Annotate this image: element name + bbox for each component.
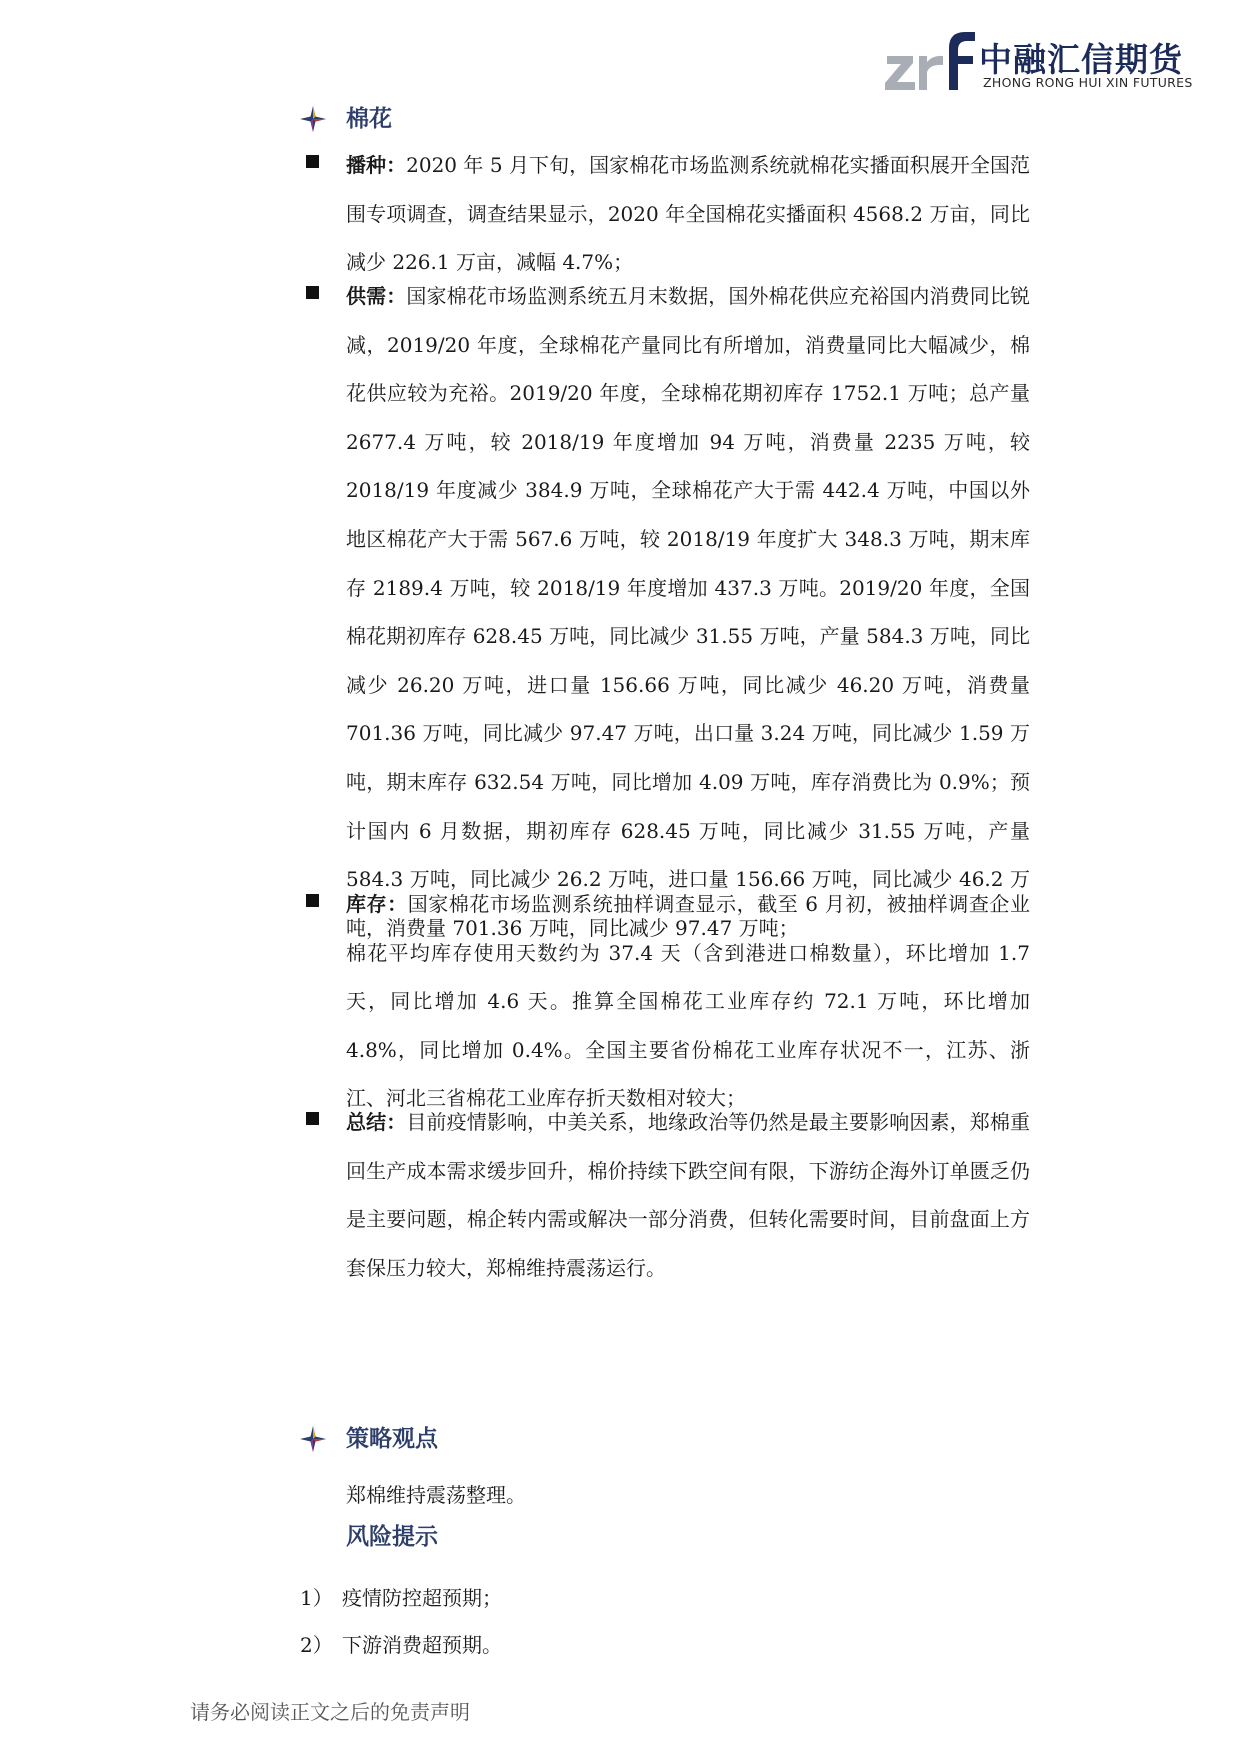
company-name-en: ZHONG RONG HUI XIN FUTURES bbox=[983, 75, 1193, 90]
square-bullet-icon bbox=[306, 894, 319, 907]
square-bullet-icon bbox=[306, 1112, 319, 1125]
risk-text: 下游消费超预期。 bbox=[342, 1633, 502, 1657]
bullet-label: 播种： bbox=[346, 153, 407, 177]
bullet-body bbox=[346, 1098, 1030, 1292]
compass-star-icon bbox=[300, 1426, 326, 1452]
risk-item bbox=[300, 1582, 502, 1611]
strategy-text: 郑棉维持震荡整理。 bbox=[346, 1483, 526, 1507]
zrf-logo-icon bbox=[883, 26, 979, 96]
bullet-body bbox=[346, 141, 1030, 287]
bullet-body bbox=[346, 272, 1030, 952]
square-bullet-icon bbox=[306, 155, 319, 168]
risk-text: 疫情防控超预期； bbox=[342, 1586, 502, 1610]
risk-item bbox=[300, 1629, 502, 1658]
section-title: 策略观点 bbox=[346, 1426, 438, 1452]
risk-title: 风险提示 bbox=[346, 1524, 438, 1550]
risk-number: 1） bbox=[300, 1586, 333, 1610]
bullet-text: 国家棉花市场监测系统五月末数据，国外棉花供应充裕国内消费同比锐减，2019/20 年度，全球棉花产量同比有所增加，消费量同比大幅减少，棉花供应较为充裕。2019/20 年度，全球棉花期初库存 1752.1 万吨；总产量 2677.4 万吨，较 2018/19 年度增加 94 万吨，消费量 2235 万吨，较 2018/19 年度减少 384.9 万吨，全球棉花产大于需 442.4 万吨，中国以外地区棉花产大于需 567.6 万吨，较 2018/19 年度扩大 348.3 万吨，期末库存 2189.4 万吨，较 2018/19 年度增加 437.3 万吨。2019/20 年度，全国棉花期初库存 628.45 万吨，同比减少 31.55 万吨，产量 584.3 万吨，同比减少 26.20 万吨，进口量 156.66 万吨，同比减少 46.20 万吨，消费量 701.36 万吨，同比减少 97.47 万吨，出口量 3.24 万吨，同比减少 1.59 万吨，期末库存 632.54 万吨，同比增加 4.09 万吨，库存消费比为 0.9%；预计国内 6 月数据，期初库存 628.45 万吨，同比减少 31.55 万吨，产量 584.3 万吨，同比减少 26.2 万吨，进口量 156.66 万吨，同比减少 46.2 万吨，消费量 701.36 万吨，同比减少 97.47 万吨； bbox=[346, 284, 1031, 940]
disclaimer-note: 请务必阅读正文之后的免责声明 bbox=[190, 1700, 470, 1724]
bullet-label: 库存： bbox=[346, 892, 408, 916]
bullet-label: 总结： bbox=[346, 1110, 407, 1134]
bullet-text: 2020 年 5 月下旬，国家棉花市场监测系统就棉花实播面积展开全国范围专项调查，调查结果显示，2020 年全国棉花实播面积 4568.2 万亩，同比减少 226.1 万亩，减幅 4.7%； bbox=[346, 153, 1030, 275]
compass-star-icon bbox=[300, 106, 326, 132]
section-title: 棉花 bbox=[346, 106, 392, 132]
bullet-text: 目前疫情影响，中美关系，地缘政治等仍然是最主要影响因素，郑棉重回生产成本需求缓步回升，棉价持续下跌空间有限，下游纺企海外订单匮乏仍是主要问题，棉企转内需或解决一部分消费，但转化需要时间，目前盘面上方套保压力较大，郑棉维持震荡运行。 bbox=[346, 1110, 1031, 1280]
risk-number: 2） bbox=[300, 1633, 333, 1657]
square-bullet-icon bbox=[306, 286, 319, 299]
bullet-label: 供需： bbox=[346, 284, 407, 308]
company-name-cn: 中融汇信期货 bbox=[979, 40, 1183, 79]
bullet-text: 国家棉花市场监测系统抽样调查显示，截至 6 月初，被抽样调查企业棉花平均库存使用天数约为 37.4 天（含到港进口棉数量），环比增加 1.7 天，同比增加 4.6 天。推算全国棉花工业库存约 72.1 万吨，环比增加 4.8%，同比增加 0.4%。全国主要省份棉花工业库存状况不一，江苏、浙江、河北三省棉花工业库存折天数相对较大； bbox=[346, 892, 1030, 1111]
bullet-body bbox=[346, 880, 1030, 1123]
company-logo bbox=[883, 26, 1213, 96]
